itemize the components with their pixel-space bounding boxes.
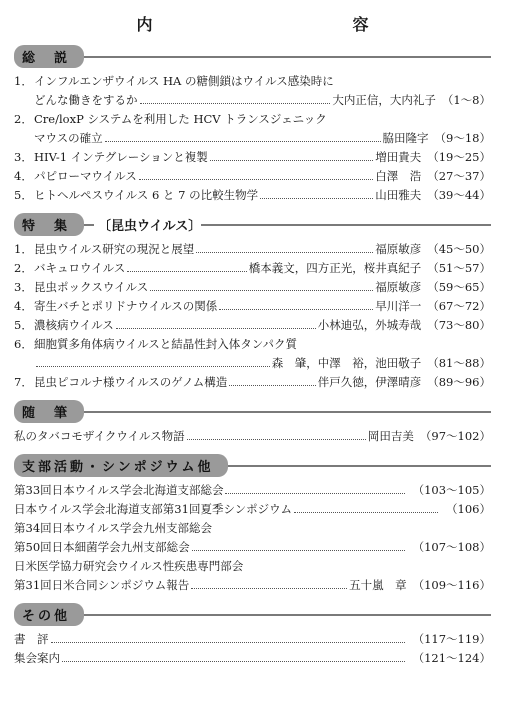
list-item: [14, 519, 491, 538]
entry-pages: （117～119）: [412, 632, 491, 646]
section-rule: [84, 56, 491, 58]
entry-last-line: [14, 373, 491, 392]
section-label: 総 説: [14, 45, 84, 68]
entry-last-line: [14, 167, 491, 186]
entry-pages: （81～88）: [427, 356, 491, 370]
entry-pages: （97～102）: [419, 429, 491, 443]
entry-number: 1．: [14, 242, 33, 256]
leader-dots: [105, 141, 381, 142]
entry-pages: （103～105）: [412, 483, 491, 497]
leader-dots: [116, 328, 316, 329]
entry-author: 大内正信，大内礼子: [332, 93, 436, 107]
section-rule: [84, 411, 491, 413]
list-item: [14, 148, 491, 167]
leader-dots: [196, 252, 373, 253]
entry-pages: （67～72）: [427, 299, 491, 313]
entry-title: 日米医学協力研究会ウイルス性疾患専門部会: [14, 559, 244, 573]
leader-dots: [127, 271, 246, 272]
entry-last-line: [14, 259, 491, 278]
leader-dots: [36, 366, 270, 367]
entry-title: 寄生バチとポリドナウイルスの関係: [34, 299, 218, 313]
entry-number: 2．: [14, 261, 33, 275]
entry-title-line: [14, 72, 491, 91]
entry-last-line: [14, 91, 491, 110]
list-item: [14, 373, 491, 392]
entry-title-line: [14, 335, 491, 354]
entry-number: 1．: [14, 74, 33, 88]
entry-title: HIV-1 インテグレーションと複製: [34, 150, 208, 164]
leader-dots: [294, 512, 438, 513]
leader-dots: [229, 385, 316, 386]
entry-pages: （89～96）: [427, 375, 491, 389]
entry-pages: （107～108）: [412, 540, 491, 554]
entry-pages: （9～18）: [434, 131, 491, 145]
entry-author: 早川洋一: [375, 299, 422, 313]
entry-title: 日本ウイルス学会北海道支部第31回夏季シンポジウム: [14, 502, 293, 516]
entry-last-line: [14, 649, 491, 668]
entry-last-line: [14, 129, 491, 148]
leader-dots: [219, 309, 373, 310]
leader-dots: [191, 588, 347, 589]
entry-author: 小林迪弘，外城寿哉: [317, 318, 422, 332]
entry-title: 昆虫ウイルス研究の現況と展望: [34, 242, 195, 256]
entry-last-line: [14, 316, 491, 335]
leader-dots: [260, 198, 373, 199]
section-header: [14, 45, 491, 68]
entry-last-line: [14, 538, 491, 557]
page-title: 内 容: [136, 15, 425, 34]
list-item: [14, 649, 491, 668]
leader-dots: [225, 493, 404, 494]
entry-title: 書 評: [14, 632, 49, 646]
entry-last-line: [14, 427, 491, 446]
entry-last-line: [14, 354, 491, 373]
entry-title: 昆虫ピコルナ様ウイルスのゲノム構造: [34, 375, 228, 389]
entry-title: 細胞質多角体病ウイルスと結晶性封入体タンパク質: [34, 337, 298, 351]
list-item: [14, 630, 491, 649]
list-item: [14, 240, 491, 259]
list-item: [14, 427, 491, 446]
list-item: [14, 278, 491, 297]
entry-title: 第34回日本ウイルス学会九州支部総会: [14, 521, 212, 535]
entry-pages: （45～50）: [427, 242, 491, 256]
entry-author: 脇田隆字: [382, 131, 429, 145]
entry-title-line: [14, 557, 491, 576]
leader-dots: [140, 103, 331, 104]
section-label: 特 集: [14, 213, 84, 236]
entry-author: 伴戸久徳，伊澤晴彦: [317, 375, 422, 389]
entry-number: 4．: [14, 169, 33, 183]
entry-author: 福原敏彦: [375, 280, 422, 294]
entry-author: 増田貴夫: [375, 150, 422, 164]
entry-last-line: [14, 297, 491, 316]
list-item: [14, 557, 491, 595]
section-rule: [84, 614, 491, 616]
list-item: [14, 500, 491, 519]
entry-author: 森 肇，中澤 裕，池田敬子: [271, 356, 422, 370]
entry-number: 2．: [14, 112, 33, 126]
list-item: [14, 481, 491, 500]
section-header: [14, 454, 491, 477]
entry-title: 濃核病ウイルス: [34, 318, 114, 332]
leader-dots: [139, 179, 373, 180]
list-item: [14, 335, 491, 373]
entry-title: インフルエンザウイルス HA の糖側鎖はウイルス感染時に: [34, 74, 334, 88]
list-item: [14, 186, 491, 205]
section-rule: [228, 465, 491, 467]
entry-list: [14, 630, 491, 668]
leader-dots: [62, 661, 405, 662]
entry-last-line: [14, 576, 491, 595]
list-item: [14, 538, 491, 557]
list-item: [14, 316, 491, 335]
entry-number: 5．: [14, 188, 33, 202]
entry-pages: （1～8）: [441, 93, 491, 107]
section-subtitle: 〔昆虫ウイルス〕: [98, 219, 202, 234]
entry-title: パピローマウイルス: [34, 169, 137, 183]
entry-last-line: [14, 481, 491, 500]
entry-last-line: [14, 500, 491, 519]
list-item: [14, 297, 491, 316]
list-item: [14, 167, 491, 186]
entry-pages: （39～44）: [427, 188, 491, 202]
entry-pages: （19～25）: [427, 150, 491, 164]
list-item: [14, 72, 491, 110]
entry-last-line: [14, 240, 491, 259]
entry-title: Cre/loxP システムを利用した HCV トランスジェニック: [34, 112, 327, 126]
entry-number: 7．: [14, 375, 33, 389]
section-label: その他: [14, 603, 84, 626]
entry-title: ヒトヘルペスウイルス 6 と 7 の比較生物学: [34, 188, 259, 202]
section-header: [14, 400, 491, 423]
entry-title: 私のタバコモザイクウイルス物語: [14, 429, 185, 443]
section-header: [14, 603, 491, 626]
entry-pages: （106）: [446, 502, 491, 516]
entry-last-line: [14, 630, 491, 649]
entry-pages: （27～37）: [427, 169, 491, 183]
leader-dots: [150, 290, 373, 291]
list-item: [14, 110, 491, 148]
entry-author: 岡田吉美: [367, 429, 414, 443]
entry-author: 福原敏彦: [375, 242, 422, 256]
leader-dots: [192, 550, 405, 551]
section-rule: [84, 224, 94, 226]
entry-title: バキュロウイルス: [34, 261, 126, 275]
entry-last-line: [14, 278, 491, 297]
entry-title: どんな働きをするか: [34, 93, 138, 107]
leader-dots: [187, 439, 366, 440]
section-label: 随 筆: [14, 400, 84, 423]
entry-list: [14, 240, 491, 392]
entry-last-line: [14, 148, 491, 167]
entry-last-line: [14, 519, 491, 538]
entry-title: 第31回日米合同シンポジウム報告: [14, 578, 190, 592]
entry-author: 橋本義文，四方正光，桜井真紀子: [248, 261, 422, 275]
section-header: [14, 213, 491, 236]
entry-author: 白澤 浩: [375, 169, 422, 183]
entry-last-line: [14, 186, 491, 205]
section-label: 支部活動・シンポジウム他: [14, 454, 228, 477]
entry-pages: （121～124）: [412, 651, 491, 665]
leader-dots: [51, 642, 405, 643]
entry-title-line: [14, 110, 491, 129]
entry-number: 6．: [14, 337, 33, 351]
entry-author: 山田雅夫: [375, 188, 422, 202]
section-rule: [201, 224, 491, 226]
entry-pages: （51～57）: [427, 261, 491, 275]
entry-number: 3．: [14, 150, 33, 164]
entry-title: マウスの確立: [34, 131, 103, 145]
list-item: [14, 259, 491, 278]
entry-title: 集会案内: [14, 651, 60, 665]
entry-pages: （73～80）: [427, 318, 491, 332]
entry-author: 五十嵐 章: [349, 578, 407, 592]
entry-pages: （109～116）: [412, 578, 491, 592]
entry-title: 第50回日本細菌学会九州支部総会: [14, 540, 190, 554]
entry-number: 3．: [14, 280, 33, 294]
entry-list: [14, 427, 491, 446]
entry-list: [14, 481, 491, 595]
sections-container: [14, 45, 491, 668]
entry-list: [14, 72, 491, 205]
entry-pages: （59～65）: [427, 280, 491, 294]
entry-number: 5．: [14, 318, 33, 332]
entry-title: 昆虫ポックスウイルス: [34, 280, 149, 294]
entry-number: 4．: [14, 299, 33, 313]
entry-title: 第33回日本ウイルス学会北海道支部総会: [14, 483, 224, 497]
leader-dots: [210, 160, 373, 161]
